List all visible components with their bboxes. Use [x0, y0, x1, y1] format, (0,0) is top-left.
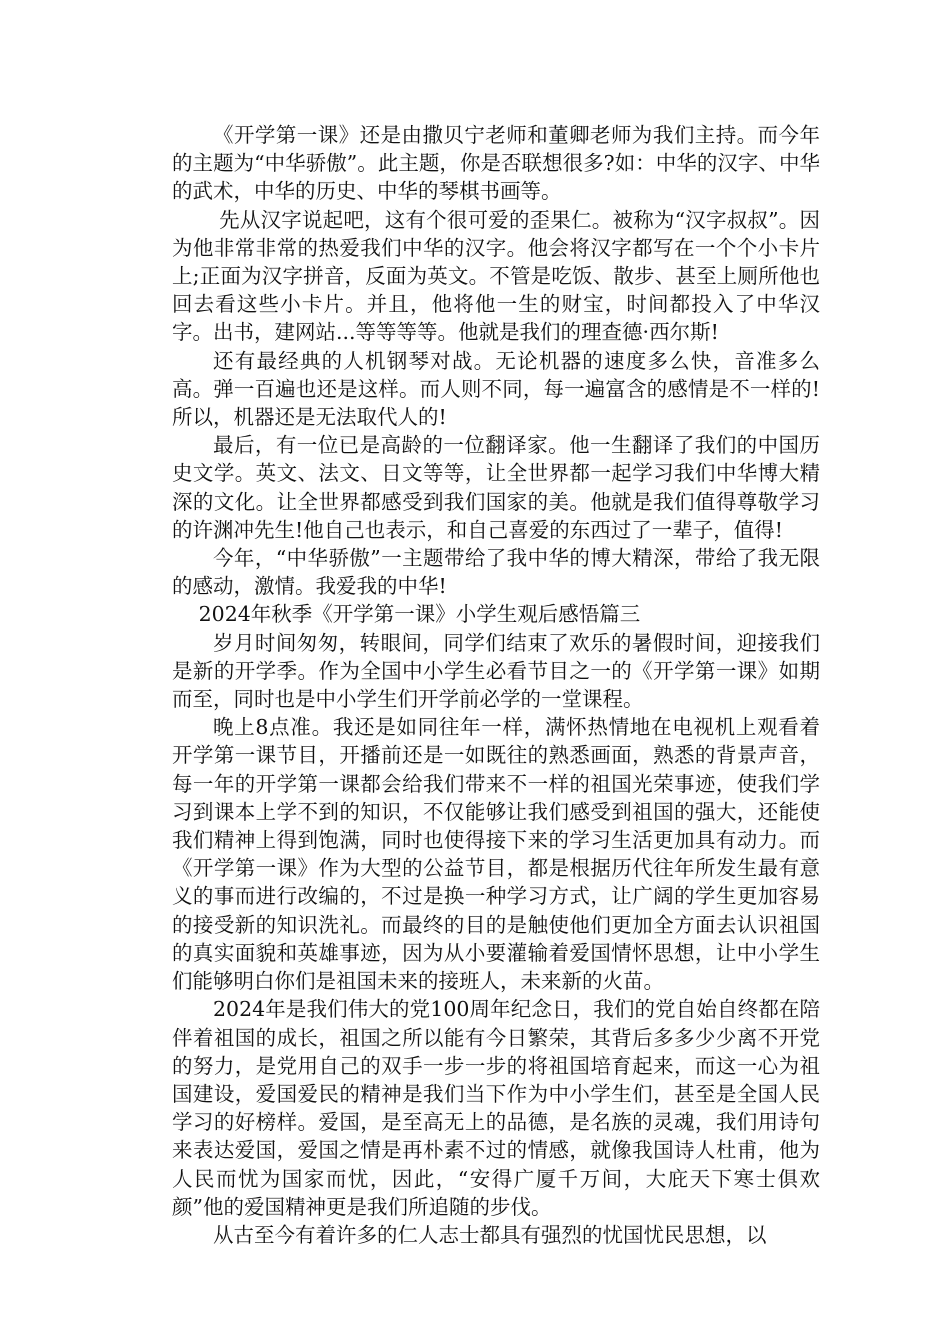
paragraph-new-semester: 岁月时间匆匆，转眼间，同学们结束了欢乐的暑假时间，迎接我们是新的开学季。作为全国中小学生必看节目之一的《开学第一课》如期而至，同时也是中小学生们开学前必学的一堂课程。 — [172, 630, 820, 712]
paragraph-translator: 最后，有一位已是高龄的一位翻译家。他一生翻译了我们的中国历史文学。英文、法文、日文等等，让全世界都一起学习我们中华博大精深的文化。让全世界都感受到我们国家的美。他就是我们值得尊敬学习的许渊冲先生!他自己也表示，和自己喜爱的东西过了一辈子，值得! — [172, 433, 820, 542]
paragraph-chinese-characters-uncle: 先从汉字说起吧，这有个很可爱的歪果仁。被称为“汉字叔叔”。因为他非常非常的热爱我们中华的汉字。他会将汉字都写在一个个小卡片上;正面为汉字拼音，反面为英文。不管是吃饭、散步、甚至上厕所他也回去看这些小卡片。并且，他将他一生的财宝，时间都投入了中华汉字。出书，建网站...等等等等。他就是我们的理查德·西尔斯! — [172, 207, 820, 345]
paragraph-opening-program: 《开学第一课》还是由撒贝宁老师和董卿老师为我们主持。而今年的主题为“中华骄傲”。此主题，你是否联想很多?如：中华的汉字、中华的武术，中华的历史、中华的琴棋书画等。 — [172, 123, 820, 204]
article-body — [172, 121, 820, 1249]
paragraph-piano-battle: 还有最经典的人机钢琴对战。无论机器的速度多么快，音准多么高。弹一百遍也还是这样。而人则不同，每一遍富含的感情是不一样的!所以，机器还是无法取代人的! — [172, 348, 820, 430]
section-heading-part-three: 2024年秋季《开学第一课》小学生观后感悟篇三 — [198, 602, 641, 627]
paragraph-conclusion: 今年，“中华骄傲”一主题带给了我中华的博大精深，带给了我无限的感动，激情。我爱我的中华! — [172, 546, 820, 599]
paragraph-patriots: 从古至今有着许多的仁人志士都具有强烈的忧国忧民思想，以 — [213, 1222, 767, 1247]
paragraph-party-anniversary: 2024年是我们伟大的党100周年纪念日，我们的党自始自终都在陪伴着祖国的成长，祖国之所以能有今日繁荣，其背后多多少少离不开党的努力，是党用自己的双手一步一步的将祖国培育起来，而这一心为祖国建设，爱国爱民的精神是我们当下作为中小学生们，甚至是全国人民学习的好榜样。爱国，是至高无上的品德，是名族的灵魂，我们用诗句来表达爱国，爱国之情是再朴素不过的情感，就像我国诗人杜甫，他为人民而忧为国家而忧，因此，“安得广厦千万间，大庇天下寒士俱欢颜”他的爱国精神更是我们所追随的步伐。 — [172, 997, 820, 1219]
paragraph-watching-program: 晚上8点准。我还是如同往年一样，满怀热情地在电视机上观看着开学第一课节目，开播前还是一如既往的熟悉画面，熟悉的背景声音，每一年的开学第一课都会给我们带来不一样的祖国光荣事迹，使我们学习到课本上学不到的知识，不仅能够让我们感受到祖国的强大，还能使我们精神上得到饱满，同时也使得接下来的学习生活更加具有动力。而《开学第一课》作为大型的公益节目，都是根据历代往年所发生最有意义的事而进行改编的，不过是换一种学习方式，让广阔的学生更加容易的接受新的知识洗礼。而最终的目的是触使他们更加全方面去认识祖国的真实面貌和英雄事迹，因为从小要灌输着爱国情怀思想，让中小学生们能够明白你们是祖国未来的接班人，未来新的火苗。 — [172, 715, 820, 994]
